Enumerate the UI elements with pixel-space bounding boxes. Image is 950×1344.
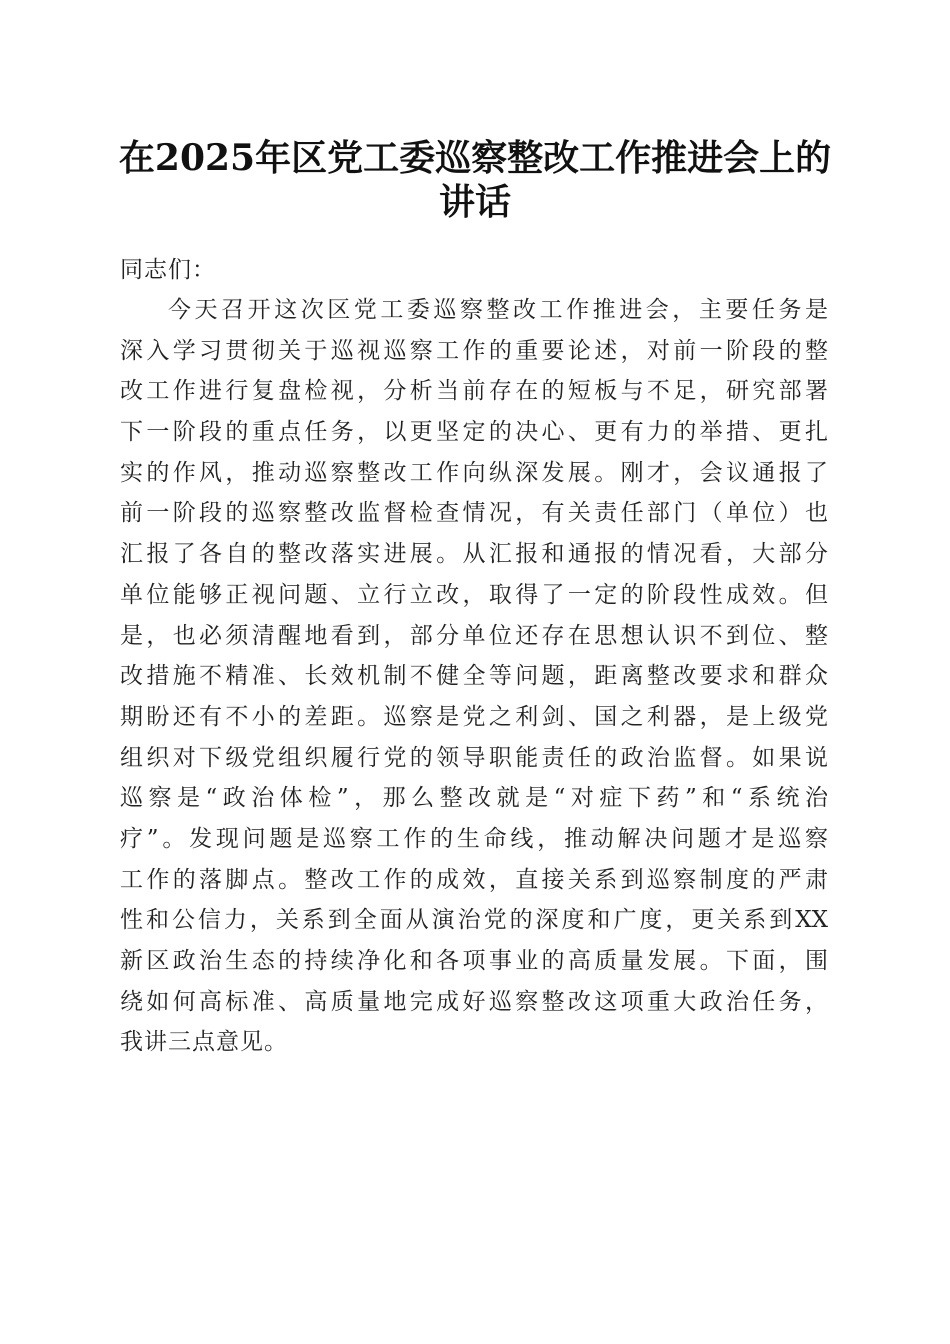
opening-paragraph <box>120 290 828 1063</box>
paragraph-line: 疗”。发现问题是巡察工作的生命线，推动解决问题才是巡察 <box>120 825 828 852</box>
paragraph-line: 改工作进行复盘检视，分析当前存在的短板与不足，研究部署 <box>120 378 828 405</box>
paragraph-line: 汇报了各自的整改落实进展。从汇报和通报的情况看，大部分 <box>120 541 828 568</box>
paragraph-line: 深入学习贯彻关于巡视巡察工作的重要论述，对前一阶段的整 <box>120 337 828 364</box>
paragraph-line: 组织对下级党组织履行党的领导职能责任的政治监督。如果说 <box>120 744 828 771</box>
paragraph-line: 单位能够正视问题、立行立改，取得了一定的阶段性成效。但 <box>120 581 828 608</box>
paragraph-line: 新区政治生态的持续净化和各项事业的高质量发展。下面，围 <box>120 948 828 974</box>
paragraph-line: 巡察是“政治体检”，那么整改就是“对症下药”和“系统治 <box>120 785 828 812</box>
paragraph-line: 改措施不精准、长效机制不健全等问题，距离整改要求和群众 <box>120 663 828 690</box>
paragraph-line: 今天召开这次区党工委巡察整改工作推进会，主要任务是 <box>168 297 828 323</box>
title-line-1: 在2025年区党工委巡察整改工作推进会上的 <box>118 137 832 179</box>
paragraph-line: 工作的落脚点。整改工作的成效，直接关系到巡察制度的严肃 <box>120 866 828 893</box>
paragraph-line: 前一阶段的巡察整改监督检查情况，有关责任部门（单位）也 <box>120 500 828 527</box>
speech-body <box>120 250 828 1063</box>
paragraph-line: 实的作风，推动巡察整改工作向纵深发展。刚才，会议通报了 <box>120 459 828 486</box>
paragraph-line: 我讲三点意见。 <box>120 1029 288 1056</box>
document-title <box>100 136 850 224</box>
salutation: 同志们： <box>120 257 216 283</box>
title-line-2: 讲话 <box>438 181 511 223</box>
paragraph-line: 是，也必须清醒地看到，部分单位还存在思想认识不到位、整 <box>120 622 828 649</box>
paragraph-line: 性和公信力，关系到全面从演治党的深度和广度，更关系到XX <box>120 907 828 934</box>
paragraph-line: 下一阶段的重点任务，以更坚定的决心、更有力的举措、更扎 <box>120 419 828 446</box>
paragraph-line: 期盼还有不小的差距。巡察是党之利剑、国之利器，是上级党 <box>120 703 828 730</box>
paragraph-line: 绕如何高标准、高质量地完成好巡察整改这项重大政治任务， <box>120 988 828 1015</box>
